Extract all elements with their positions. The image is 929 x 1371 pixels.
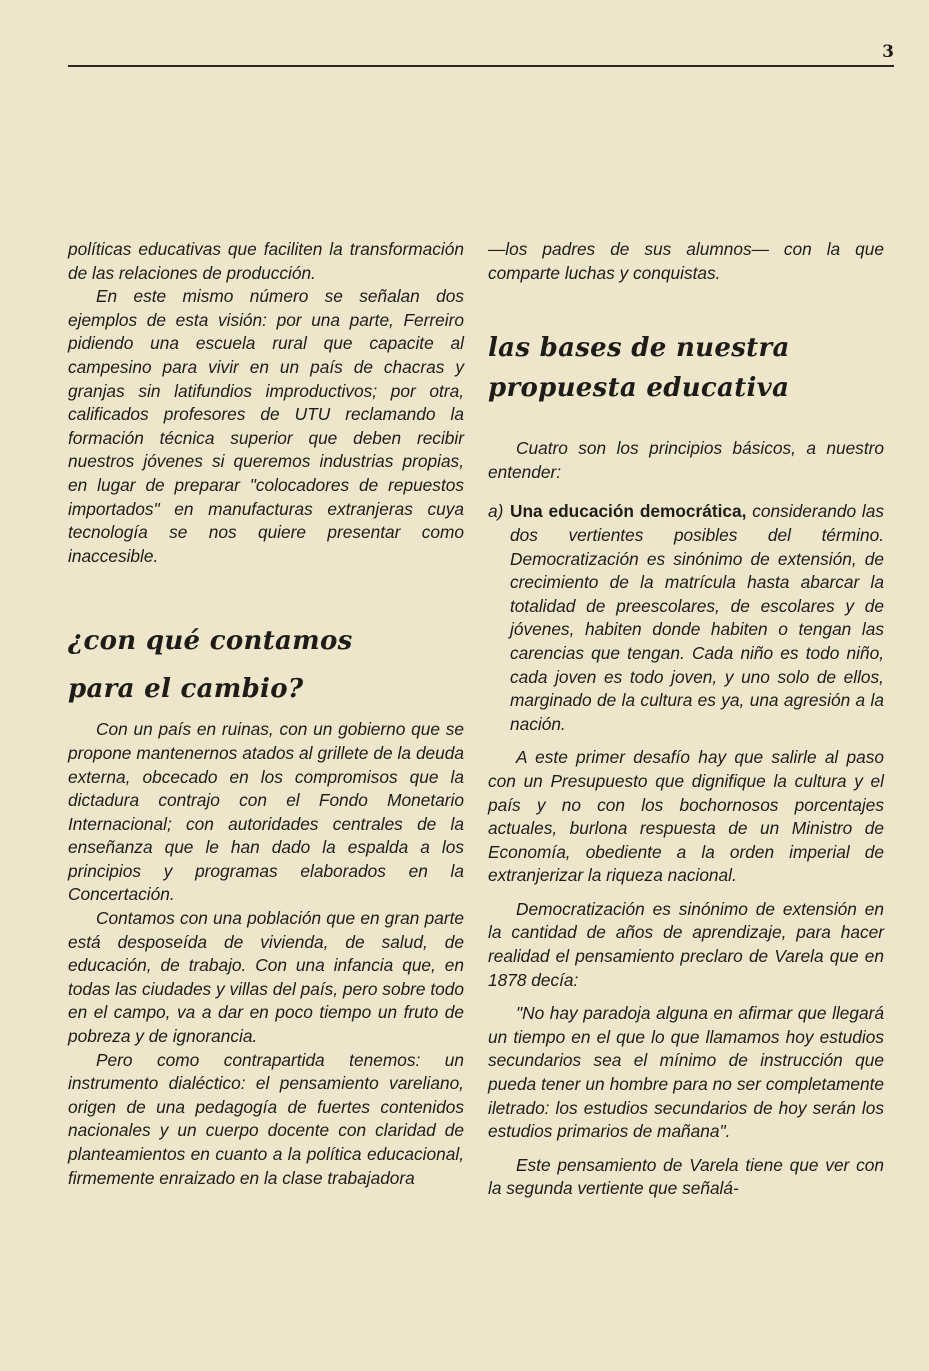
list-item-a-marker: a) — [488, 501, 504, 522]
right-paragraph-6: Este pensamiento de Varela tiene que ver con la segunda vertiente que señalá- — [488, 1154, 884, 1199]
left-paragraph-1: políticas educativas que faciliten la transformación de las relaciones de producción. — [68, 239, 464, 283]
right-column — [488, 238, 884, 1201]
right-paragraph-4: Democratización es sinónimo de extensión en la cantidad de años de aprendizaje, para hacer realidad el pensamiento preclaro de Varela que en 1878 decía: — [488, 898, 884, 990]
left-heading-line-1: ¿con qué contamos — [68, 626, 353, 657]
left-paragraph-2: En este mismo número se señalan dos ejemplos de esta visión: por una parte, Ferreiro pidiendo una escuela rural que capacite al campesino para vivir en un país de chacras y granjas sin latifundios improductivos; por otra, calificados profesores de UTU reclamando la formación técnica superior que deben recibir nuestros jóvenes si queremos industrias propias, en lugar de preparar "colocadores de repuestos importados" en manufacturas extranjeras cuya tecnología se nos quiere presentar como inaccesible. — [68, 286, 464, 566]
list-item-a-text: considerando las dos vertientes posibles del término. Democratización es sinónimo de extensión, de crecimiento de la matrícula hasta abarcar la totalidad de preescolares, de escolares y de jóvenes, habiten donde habiten o tengan las carencias que tengan. Cada niño es todo niño, cada joven es todo joven, y uno solo de ellos, marginado de la cultura es ya, una agresión a la nación. — [510, 501, 884, 734]
left-paragraph-5: Pero como contrapartida tenemos: un instrumento dialéctico: el pensamiento vareliano, origen de una pedagogía de fuertes contenidos nacionales y un cuerpo docente con claridad de planteamientos en cuanto a la política educacional, firmemente enraizado en la clase trabajadora — [68, 1049, 464, 1188]
left-paragraph-3: Con un país en ruinas, con un gobierno que se propone mantenernos atados al grillete de la deuda externa, obcecado en los compromisos que la dictadura contrajo con el Fondo Monetario Internacional; con autoridades centrales de la enseñanza que le han dado la espalda a los principios y programas elaborados en la Concertación. — [68, 719, 464, 905]
right-heading-line-2: propuesta educativa — [488, 373, 790, 404]
header-rule — [68, 65, 894, 67]
left-paragraph-4: Contamos con una población que en gran parte está desposeída de vivienda, de salud, de educación, de trabajo. Con una infancia que, en todas las ciudades y villas del país, pero sobre todo en el campo, va a dar en poco tiempo un fruto de pobreza y de ignorancia. — [68, 908, 464, 1047]
right-paragraph-2: Cuatro son los principios básicos, a nuestro entender: — [488, 438, 884, 482]
list-item-a — [488, 500, 884, 736]
right-paragraph-1: —los padres de sus alumnos— con la que comparte luchas y conquistas. — [488, 239, 884, 283]
right-paragraph-5: "No hay paradoja alguna en afirmar que llegará un tiempo en el que lo que llamamos hoy estudios secundarios sea el mínimo de instrucción que pueda tener un hombre para no ser completamente iletrado: los estudios secundarios de hoy serán los estudios primarios de mañana". — [488, 1003, 884, 1142]
left-column — [68, 238, 464, 1190]
page-number: 3 — [882, 42, 894, 62]
right-heading-line-1: las bases de nuestra — [488, 333, 790, 364]
list-item-a-lead: Una educación democrática, — [510, 501, 747, 522]
right-paragraph-3: A este primer desafío hay que salirle al paso con un Presupuesto que dignifique la cultura y el país y no con los bochornosos porcentajes actuales, burlona respuesta de un Ministro de Economía, obediente a la orden imperial de extranjerizar la riqueza nacional. — [488, 747, 884, 886]
left-heading-line-2: para el cambio? — [68, 674, 304, 705]
